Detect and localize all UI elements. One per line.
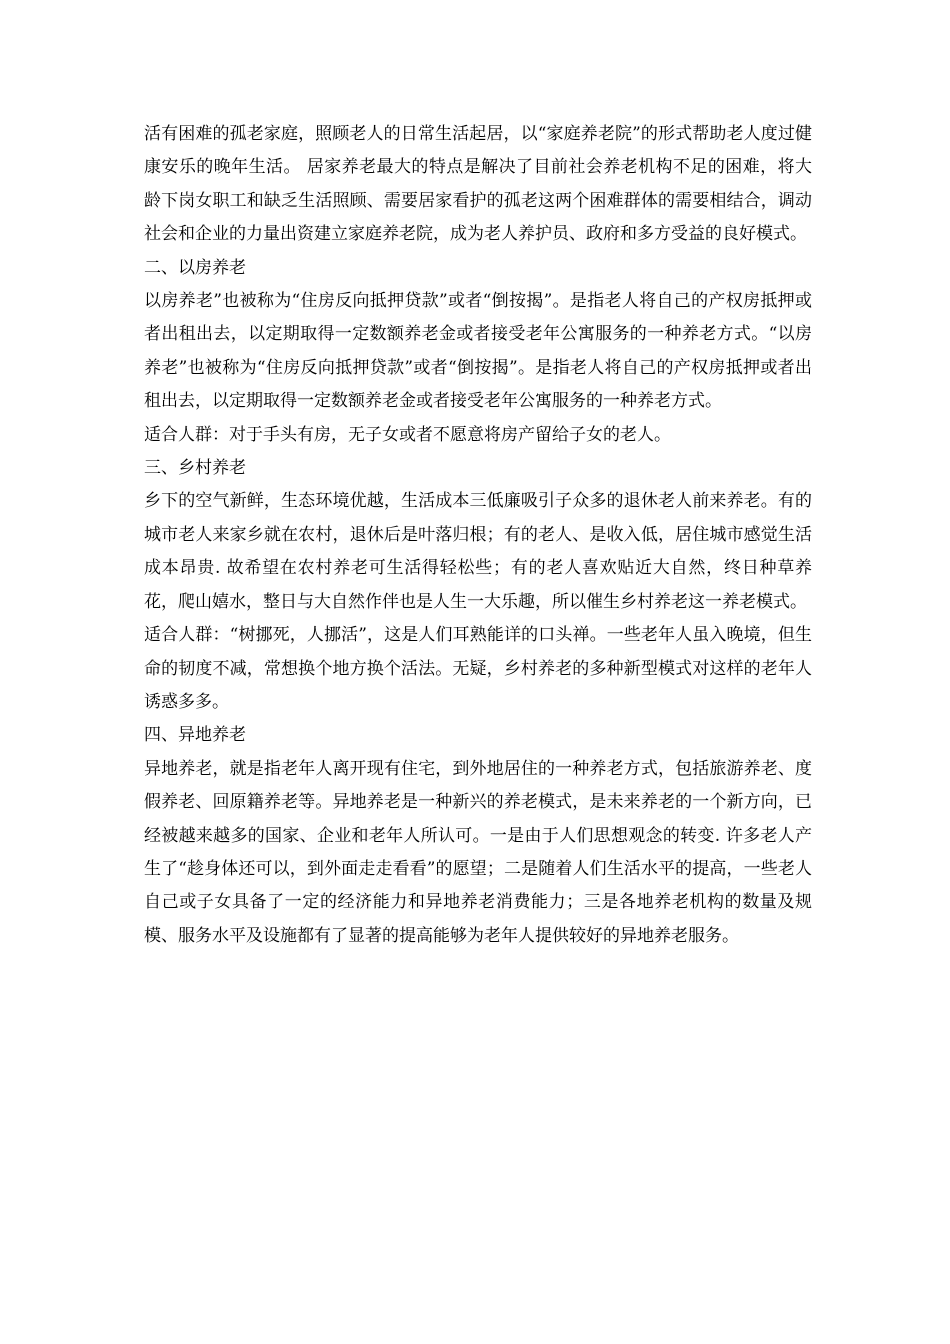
- section-heading-remote-pension: 四、异地养老: [144, 725, 246, 746]
- section-heading-rural-pension: 三、乡村养老: [144, 458, 246, 479]
- section-heading-house-pension: 二、以房养老: [144, 257, 246, 278]
- paragraph-remote-pension: 异地养老，就是指老年人离开现有住宅，到外地居住的一种养老方式，包括旅游养老、度假养老、回原籍养老等。异地养老是一种新兴的养老模式，是未来养老的一个新方向，已经被越来越多的国家、企业和老年人所认可。一是由于人们思想观念的转变. 许多老人产生了“趁身体还可以，到外面走走看看”的愿望；二是随着人们生活水平的提高，一些老人自己或子女具备了一定的经济能力和异地养老消费能力；三是各地养老机构的数量及规模、服务水平及设施都有了显著的提高能够为老年人提供较好的异地养老服务。: [144, 758, 812, 946]
- paragraph-home-care-continued: 活有困难的孤老家庭，照顾老人的日常生活起居，以“家庭养老院”的形式帮助老人度过健康安乐的晚年生活。 居家养老最大的特点是解决了目前社会养老机构不足的困难，将大龄下岗女职工和缺乏生活照顾、需要居家看护的孤老这两个困难群体的需要相结合，调动社会和企业的力量出资建立家庭养老院，成为老人养护员、政府和多方受益的良好模式。: [144, 124, 812, 245]
- paragraph-house-pension-target: 适合人群：对于手头有房，无子女或者不愿意将房产留给子女的老人。: [144, 424, 671, 445]
- document-body: [144, 118, 812, 953]
- paragraph-rural-pension: 乡下的空气新鲜，生态环境优越，生活成本三低廉吸引子众多的退休老人前来养老。有的城市老人来家乡就在农村，退休后是叶落归根；有的老人、是收入低，居住城市感觉生活成本昂贵. 故希望在农村养老可生活得轻松些；有的老人喜欢贴近大自然，终日种草养花，爬山嬉水，整日与大自然作伴也是人生一大乐趣，所以催生乡村养老这一养老模式。: [144, 491, 812, 612]
- paragraph-rural-pension-target: 适合人群：“树挪死，人挪活”，这是人们耳熟能详的口头禅。一些老年人虽入晚境，但生命的韧度不减，常想换个地方换个活法。无疑，乡村养老的多种新型模式对这样的老年人诱惑多多。: [144, 625, 812, 712]
- paragraph-house-pension: 以房养老”也被称为“住房反向抵押贷款”或者“倒按揭”。是指老人将自己的产权房抵押或者出租出去，以定期取得一定数额养老金或者接受老年公寓服务的一种养老方式。“以房养老”也被称为“住房反向抵押贷款”或者“倒按揭”。是指老人将自己的产权房抵押或者出租出去，以定期取得一定数额养老金或者接受老年公寓服务的一种养老方式。: [144, 291, 812, 412]
